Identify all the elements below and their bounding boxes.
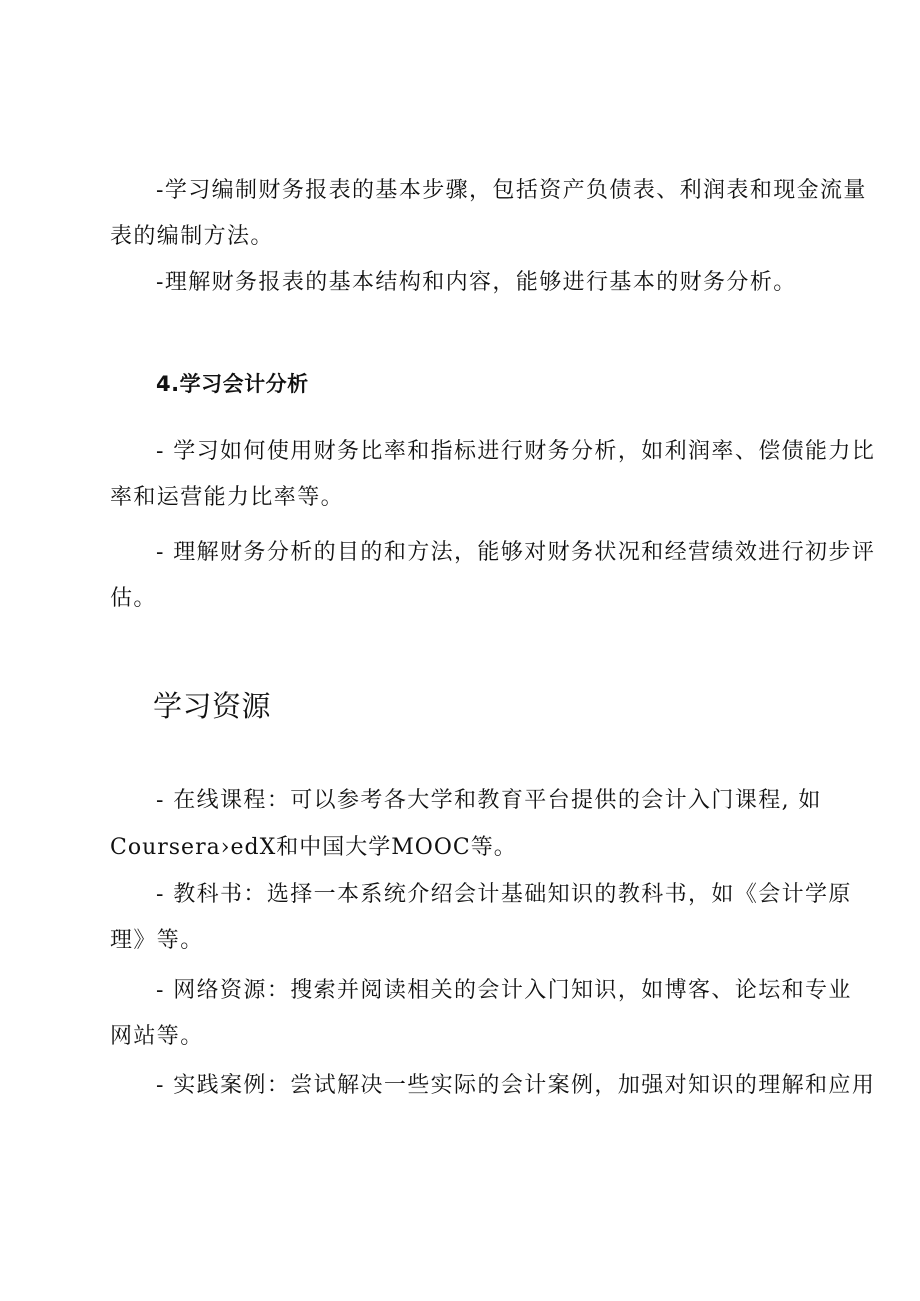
bullet-financial-ratios-continued: 率和运营能力比率等。 [110,485,345,510]
bullet-analysis-purpose-continued: 估。 [110,586,157,611]
section-heading-learning-resources: 学习资源 [153,689,272,723]
bullet-analysis-purpose: - 理解财务分析的目的和方法，能够对财务状况和经营绩效进行初步评 [156,540,876,565]
resource-item-textbook: - 教科书：选择一本系统介绍会计基础知识的教科书，如《会计学原 [156,882,852,907]
bullet-financial-statements-structure: -理解财务报表的基本结构和内容，能够进行基本的财务分析。 [156,270,797,295]
resource-item-online-courses-continued: Coursera›edX和中国大学MOOC等。 [110,835,517,860]
resource-item-web-resources-continued: 网站等。 [110,1024,204,1049]
section-heading-accounting-analysis: 4.学习会计分析 [156,372,309,396]
resource-item-textbook-continued: 理》等。 [110,928,204,953]
resource-item-web-resources: - 网络资源：搜索并阅读相关的会计入门知识，如博客、论坛和专业 [156,978,852,1003]
resource-item-practice-cases: - 实践案例：尝试解决一些实际的会计案例，加强对知识的理解和应用 [156,1073,876,1098]
bullet-financial-statements-steps-continued: 表的编制方法。 [110,224,274,249]
resource-item-online-courses: - 在线课程：可以参考各大学和教育平台提供的会计入门课程, 如 [156,788,822,813]
bullet-financial-ratios: - 学习如何使用财务比率和指标进行财务分析，如利润率、偿债能力比 [156,439,876,464]
bullet-financial-statements-steps: -学习编制财务报表的基本步骤，包括资产负债表、利润表和现金流量 [156,178,867,203]
